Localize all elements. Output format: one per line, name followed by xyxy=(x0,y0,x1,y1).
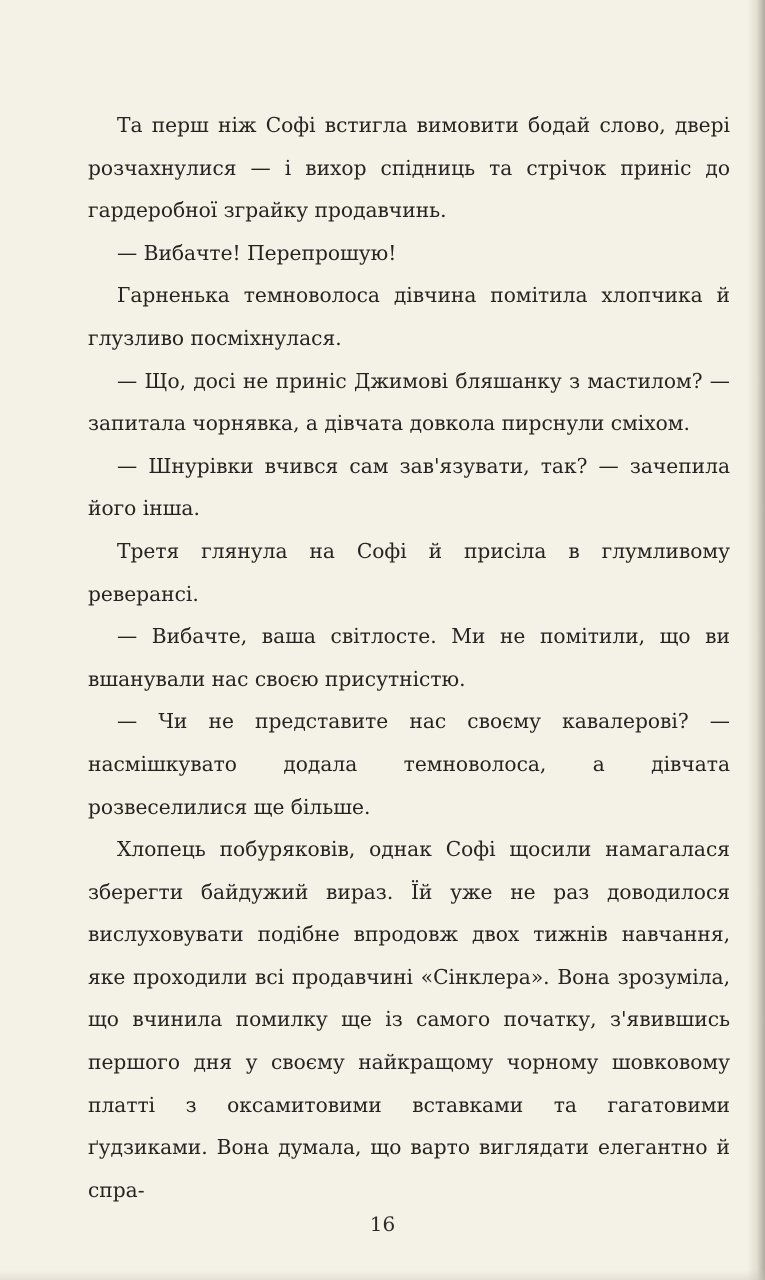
paragraph-1: Та перш ніж Софі встигла вимовити бодай слово, двері розчахнулися — і вихор спідниць та стрічок приніс до гардеробної зграйку продавчинь. xyxy=(88,113,730,223)
page-bottom-shadow xyxy=(0,1270,765,1280)
body-text xyxy=(88,104,730,1211)
paragraph-6: Третя глянула на Софі й присіла в глумливому реверансі. xyxy=(88,538,730,606)
page-number: 16 xyxy=(369,1212,396,1236)
page-edge-shadow xyxy=(747,0,765,1280)
paragraph-8: — Чи не представите нас своєму кавалерові? — насмішкувато додала темноволоса, а дівчата розвеселилися ще більше. xyxy=(88,709,730,819)
paragraph-3: Гарненька темноволоса дівчина помітила хлопчика й глузливо посміхнулася. xyxy=(88,283,730,350)
paragraph-5: — Шнурівки вчився сам зав'язувати, так? — зачепила його інша. xyxy=(88,453,730,521)
paragraph-7: — Вибачте, ваша світлосте. Ми не помітили, що ви вшанували нас своєю присутністю. xyxy=(88,624,730,691)
paragraph-2: — Вибачте! Перепрошую! xyxy=(117,240,397,265)
paragraph-9: Хлопець побуряковів, однак Софі щосили намагалася зберегти байдужий вираз. Їй уже не раз доводилося вислуховувати подібне впродовж двох тижнів навчання, яке проходили всі продавчині «Сінклера». Вона зрозуміла, що вчинила помилку ще із самого початку, з'явившись першого дня у своєму найкращому чорному шовковому платті з оксамитовими вставками та гагатовими ґудзиками. Вона думала, що варто виглядати елегантно й спра- xyxy=(88,837,730,1202)
paragraph-4: — Що, досі не приніс Джимові бляшанку з мастилом? — запитала чорнявка, а дівчата довкола пирснули сміхом. xyxy=(88,368,730,436)
